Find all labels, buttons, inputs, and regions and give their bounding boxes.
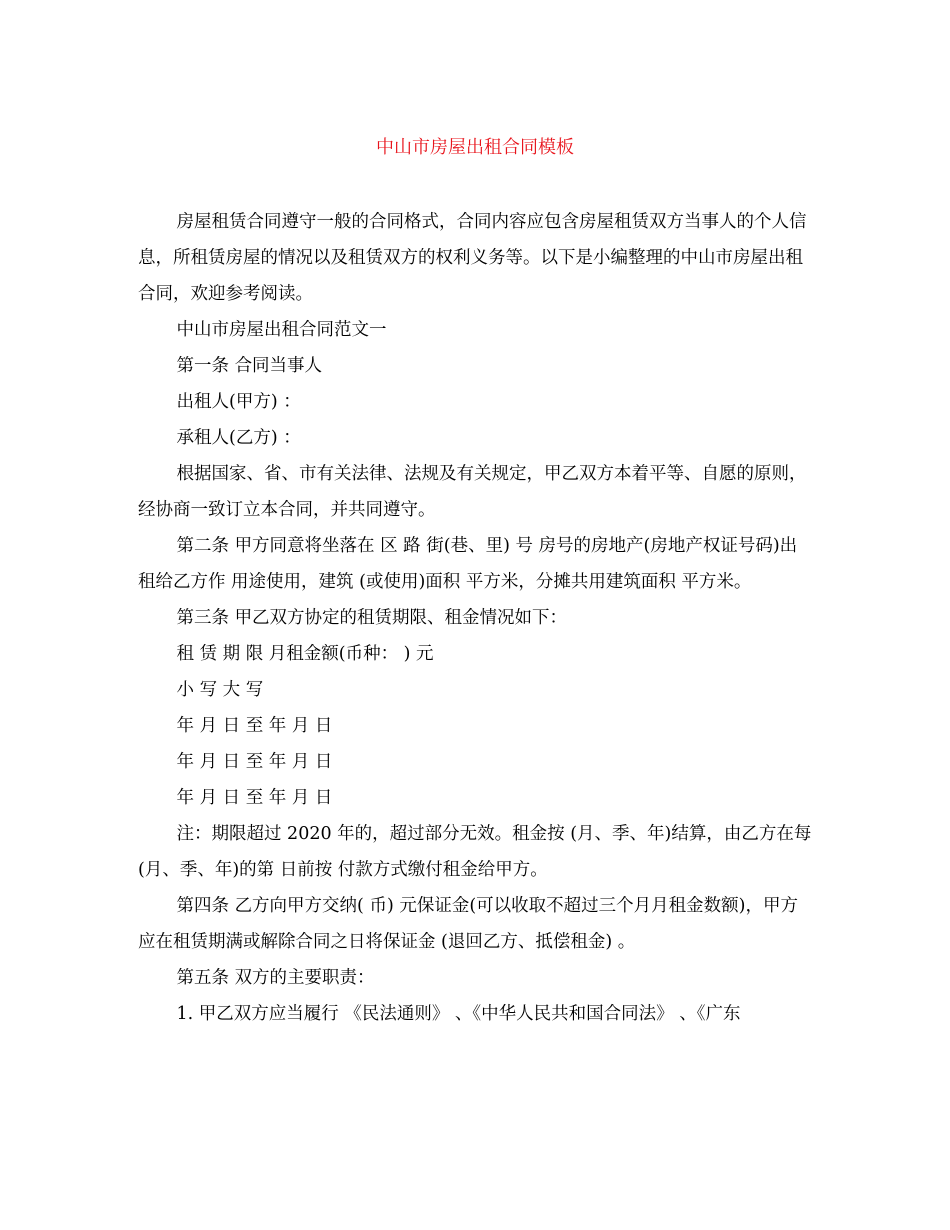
article-3-heading: 第三条 甲乙双方协定的租赁期限、租金情况如下： bbox=[176, 608, 568, 628]
lessee-line: 承租人(乙方) ： bbox=[176, 428, 301, 448]
document-title: 中山市房屋出租合同模板 bbox=[376, 137, 574, 158]
lessor-line: 出租人(甲方) ： bbox=[176, 392, 301, 412]
rent-table-header: 租 赁 期 限 月租金额(币种： ) 元 bbox=[176, 644, 434, 664]
rent-period-row: 年 月 日 至 年 月 日 bbox=[176, 788, 333, 808]
intro-paragraph: 房屋租赁合同遵守一般的合同格式，合同内容应包含房屋租赁双方当事人的个人信息，所租赁房屋的情况以及租赁双方的权利义务等。以下是小编整理的中山市房屋出租合同，欢迎参考阅读。 bbox=[138, 212, 807, 304]
rent-period-row: 年 月 日 至 年 月 日 bbox=[176, 716, 333, 736]
rent-table-subheader: 小 写 大 写 bbox=[176, 680, 264, 700]
article-5-item-1: 1. 甲乙双方应当履行 《民法通则》 、《中华人民共和国合同法》 、《广东 bbox=[176, 1004, 741, 1024]
article-2-paragraph: 第二条 甲方同意将坐落在 区 路 街(巷、里) 号 房号的房地产(房地产权证号码)出租给乙方作 用途使用，建筑 (或使用)面积 平方米，分摊共用建筑面积 平方米。 bbox=[138, 536, 798, 592]
document-body bbox=[138, 204, 812, 1032]
article-5-heading: 第五条 双方的主要职责： bbox=[176, 968, 375, 988]
note-paragraph: 注：期限超过 2020 年的，超过部分无效。租金按 (月、季、年)结算，由乙方在每 (月、季、年)的第 日前按 付款方式缴付租金给甲方。 bbox=[138, 824, 812, 880]
article-1-heading: 第一条 合同当事人 bbox=[176, 356, 323, 376]
basis-paragraph: 根据国家、省、市有关法律、法规及有关规定，甲乙双方本着平等、自愿的原则，经协商一致订立本合同，并共同遵守。 bbox=[138, 464, 807, 520]
sample-heading: 中山市房屋出租合同范文一 bbox=[176, 320, 387, 340]
article-4-paragraph: 第四条 乙方向甲方交纳( 币) 元保证金(可以收取不超过三个月月租金数额)，甲方应在租赁期满或解除合同之日将保证金 (退回乙方、抵偿租金) 。 bbox=[138, 896, 798, 952]
rent-period-row: 年 月 日 至 年 月 日 bbox=[176, 752, 333, 772]
